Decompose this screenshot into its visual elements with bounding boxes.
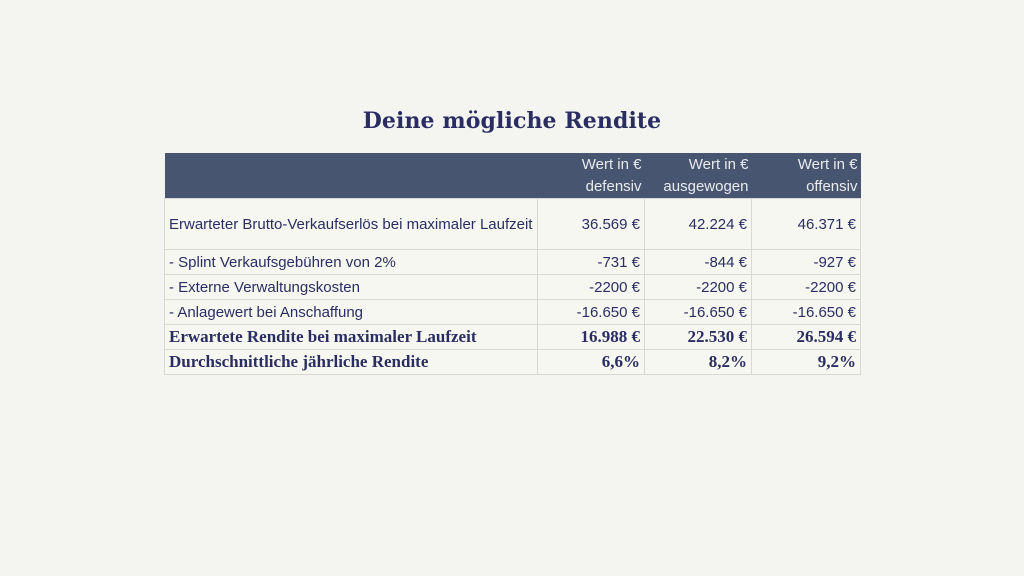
value-ausgewogen: -16.650 € [645, 300, 752, 325]
header-cell-defensiv [538, 153, 645, 199]
table-row-total [165, 325, 861, 350]
value-defensiv: 16.988 € [538, 325, 645, 350]
value-offensiv: 9,2% [752, 350, 861, 375]
header-label-line2: offensiv [806, 178, 858, 195]
value-defensiv: -16.650 € [538, 300, 645, 325]
table-row [165, 250, 861, 275]
value-offensiv: -927 € [752, 250, 861, 275]
row-label: - Splint Verkaufsgebühren von 2% [165, 250, 538, 275]
table-header-row [165, 153, 861, 199]
value-defensiv: -2200 € [538, 275, 645, 300]
header-cell-ausgewogen [645, 153, 752, 199]
table-row [165, 300, 861, 325]
value-ausgewogen: -844 € [645, 250, 752, 275]
header-cell-label [165, 153, 538, 199]
value-offensiv: -2200 € [752, 275, 861, 300]
value-offensiv: 46.371 € [752, 199, 861, 250]
table-row-annual [165, 350, 861, 375]
row-label: Erwartete Rendite bei maximaler Laufzeit [165, 325, 538, 350]
value-offensiv: 26.594 € [752, 325, 861, 350]
header-cell-offensiv [752, 153, 861, 199]
rendite-table [164, 153, 861, 375]
table-row [165, 199, 861, 250]
header-label-line2: defensiv [585, 178, 642, 195]
row-label: Erwarteter Brutto-Verkaufserlös bei maximaler Laufzeit [165, 199, 538, 250]
value-ausgewogen: 22.530 € [645, 325, 752, 350]
value-defensiv: 36.569 € [538, 199, 645, 250]
header-label-line1: Wert in € [797, 156, 858, 173]
value-offensiv: -16.650 € [752, 300, 861, 325]
value-ausgewogen: 42.224 € [645, 199, 752, 250]
header-label-line2: ausgewogen [663, 178, 749, 195]
value-ausgewogen: -2200 € [645, 275, 752, 300]
row-label: Durchschnittliche jährliche Rendite [165, 350, 538, 375]
header-label-line1: Wert in € [581, 156, 642, 173]
row-label: - Anlagewert bei Anschaffung [165, 300, 538, 325]
header-label-line1: Wert in € [688, 156, 749, 173]
table-row [165, 275, 861, 300]
value-ausgewogen: 8,2% [645, 350, 752, 375]
row-label: - Externe Verwaltungskosten [165, 275, 538, 300]
value-defensiv: -731 € [538, 250, 645, 275]
page-title: Deine mögliche Rendite [362, 108, 662, 134]
value-defensiv: 6,6% [538, 350, 645, 375]
